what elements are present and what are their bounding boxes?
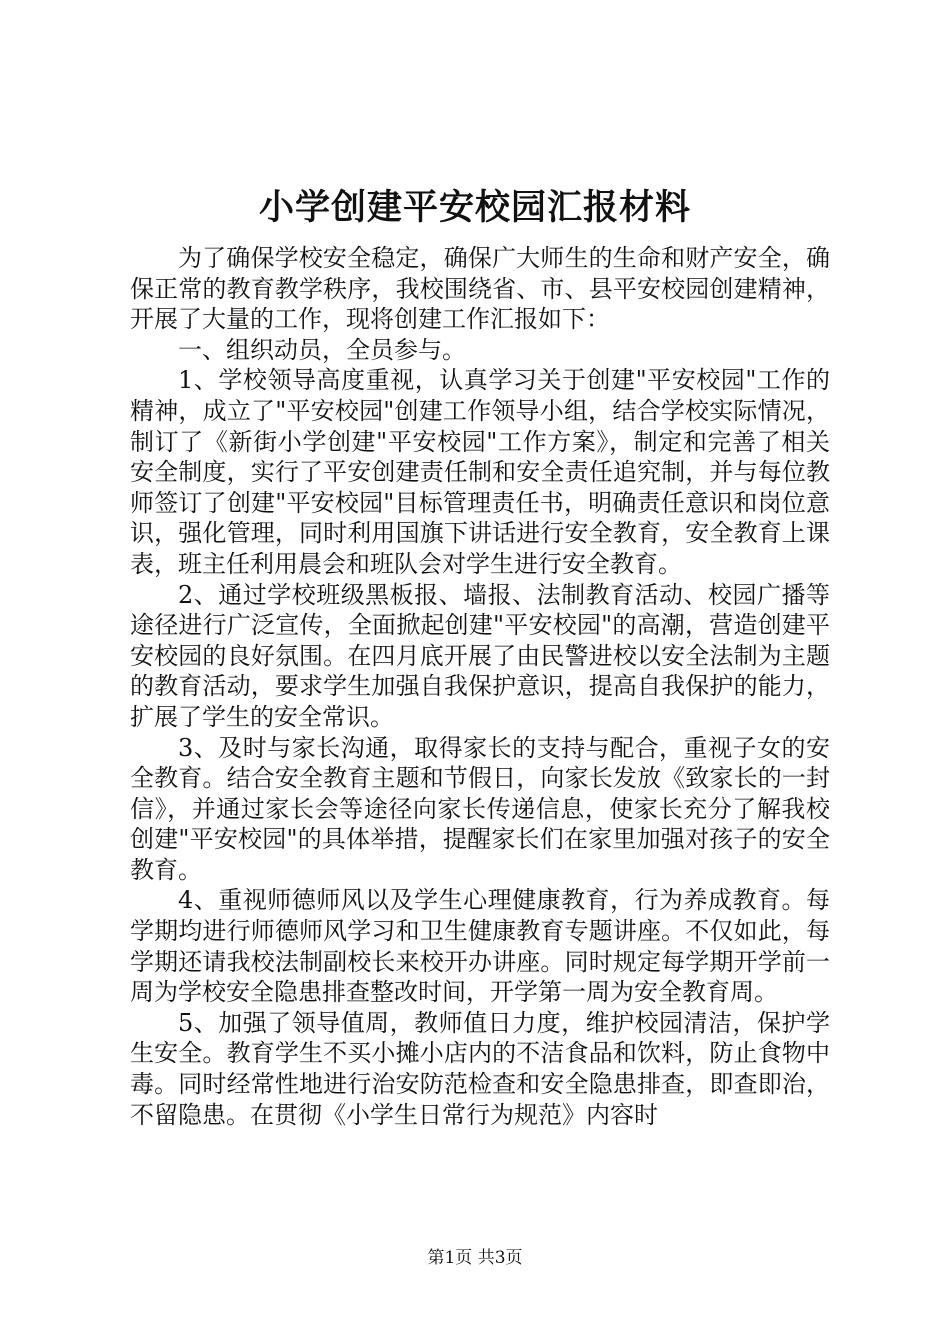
paragraph-item-3: 3、及时与家长沟通，取得家长的支持与配合，重视子女的安全教育。结合安全教育主题和节假日，向家长发放《致家长的一封信》，并通过家长会等途径向家长传递信息，使家长充分了解我校创建"平安校园"的具体举措，提醒家长们在家里加强对孩子的安全教育。	[130, 733, 830, 884]
paragraph-item-1: 1、学校领导高度重视，认真学习关于创建"平安校园"工作的精神，成立了"平安校园"创建工作领导小组，结合学校实际情况，制订了《新街小学创建"平安校园"工作方案》，制定和完善了相关安全制度，实行了平安创建责任制和安全责任追究制，并与每位教师签订了创建"平安校园"目标管理责任书，明确责任意识和岗位意识，强化管理，同时利用国旗下讲话进行安全教育，安全教育上课表，班主任利用晨会和班队会对学生进行安全教育。	[130, 366, 830, 578]
paragraph-item-5: 5、加强了领导值周，教师值日力度，维护校园清洁，保护学生安全。教育学生不买小摊小店内的不洁食品和饮料，防止食物中毒。同时经常性地进行治安防范检查和安全隐患排查，即查即治，不留隐患。在贯彻《小学生日常行为规范》内容时	[130, 1008, 830, 1129]
paragraph-item-2: 2、通过学校班级黑板报、墙报、法制教育活动、校园广播等途径进行广泛宣传，全面掀起创建"平安校园"的高潮，营造创建平安校园的良好氛围。在四月底开展了由民警进校以安全法制为主题的教育活动，要求学生加强自我保护意识，提高自我保护的能力，扩展了学生的安全常识。	[130, 580, 830, 731]
document-body	[130, 243, 830, 1130]
document-title: 小学创建平安校园汇报材料	[258, 187, 691, 228]
section-heading: 一、组织动员，全员参与。	[178, 335, 466, 364]
page-number-footer: 第1页 共3页	[427, 1248, 523, 1268]
paragraph-item-4: 4、重视师德师风以及学生心理健康教育，行为养成教育。每学期均进行师德师风学习和卫生健康教育专题讲座。不仅如此，每学期还请我校法制副校长来校开办讲座。同时规定每学期开学前一周为学校安全隐患排查整改时间，开学第一周为安全教育周。	[130, 886, 830, 1007]
paragraph-intro: 为了确保学校安全稳定，确保广大师生的生命和财产安全，确保正常的教育教学秩序，我校围绕省、市、县平安校园创建精神，开展了大量的工作，现将创建工作汇报如下：	[130, 244, 830, 334]
